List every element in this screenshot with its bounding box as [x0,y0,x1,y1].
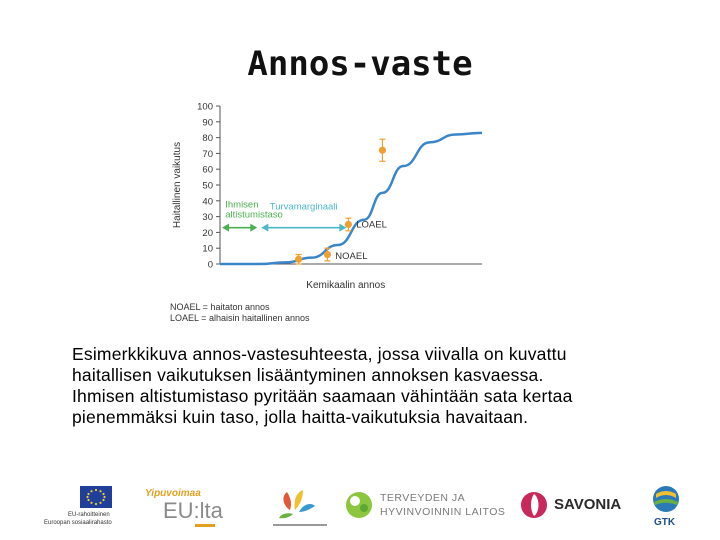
y-tick-label: 50 [202,180,213,192]
range-label-exposure: altistumistaso [225,209,283,221]
vipuvoimaa-year-mark [195,524,215,527]
data-point [324,251,331,258]
footer-logos [0,480,720,540]
y-tick-label: 20 [202,227,213,239]
description-line: pienemmäksi kuin taso, jolla haitta-vaikutuksia havaitaan. [72,407,529,427]
annotation-noael: NOAEL [335,251,368,263]
thl-logo [342,486,512,530]
range-arrow-head-right [250,224,257,232]
description-line: Ihmisen altistumistaso pyritään saamaan vähintään sata kertaa [72,386,573,406]
data-point [379,147,386,154]
range-label-margin: Turvamarginaali [269,201,338,213]
gtk-globe-icon [648,484,684,514]
data-point [295,256,302,263]
vipuvoimaa-logo [145,488,225,532]
thl-emblem-icon [342,488,376,522]
legend-note: NOAEL = haitaton annos [170,302,270,312]
y-axis-label: Haitallinen vaikutus [172,141,183,229]
eu-caption-2: Euroopan sosiaalirahasto [44,520,112,526]
y-tick-label: 40 [202,196,213,208]
y-tick-label: 60 [202,164,213,176]
dose-response-curve [220,133,482,264]
y-tick-label: 10 [202,243,213,255]
y-tick-label: 90 [202,117,213,129]
description-line: Esimerkkikuva annos-vastesuhteesta, jossa viivalla on kuvattu [72,344,567,364]
gtk-text: GTK [654,517,676,528]
leaf-icon [265,482,335,530]
y-tick-label: 100 [197,101,213,113]
y-tick-label: 80 [202,133,213,145]
y-tick-label: 30 [202,212,213,224]
eu-caption-1: EU-rahoitteinen [68,512,110,518]
gtk-logo [646,484,686,532]
vipuvoimaa-brand: Yipuvoimaa [145,488,201,499]
legend-note: LOAEL = alhaisin haitallinen annos [170,313,310,323]
range-label-exposure: Ihmisen [225,199,259,211]
range-arrow-head-left [222,224,229,232]
eu-logo [40,484,120,530]
thl-line-1: TERVEYDEN JA [380,492,466,504]
ministry-logo [265,482,335,530]
slide-description [72,344,672,428]
y-tick-label: 0 [207,259,213,271]
description-line: haitallisen vaikutuksen lisääntyminen annoksen kasvaessa. [72,365,544,385]
savonia-emblem-icon [518,488,552,522]
slide-title: Annos-vaste [247,44,473,84]
savonia-text: SAVONIA [554,496,622,513]
range-arrow-head-left [261,224,268,232]
y-tick-label: 70 [202,148,213,160]
dose-response-chart [160,96,500,336]
annotation-loael: LOAEL [356,219,387,231]
savonia-logo [518,488,628,524]
data-point [345,221,352,228]
vipuvoimaa-main: EU:lta [163,498,223,523]
x-axis-label: Kemikaalin annos [306,280,386,291]
thl-line-2: HYVINVOINNIN LAITOS [380,506,506,518]
